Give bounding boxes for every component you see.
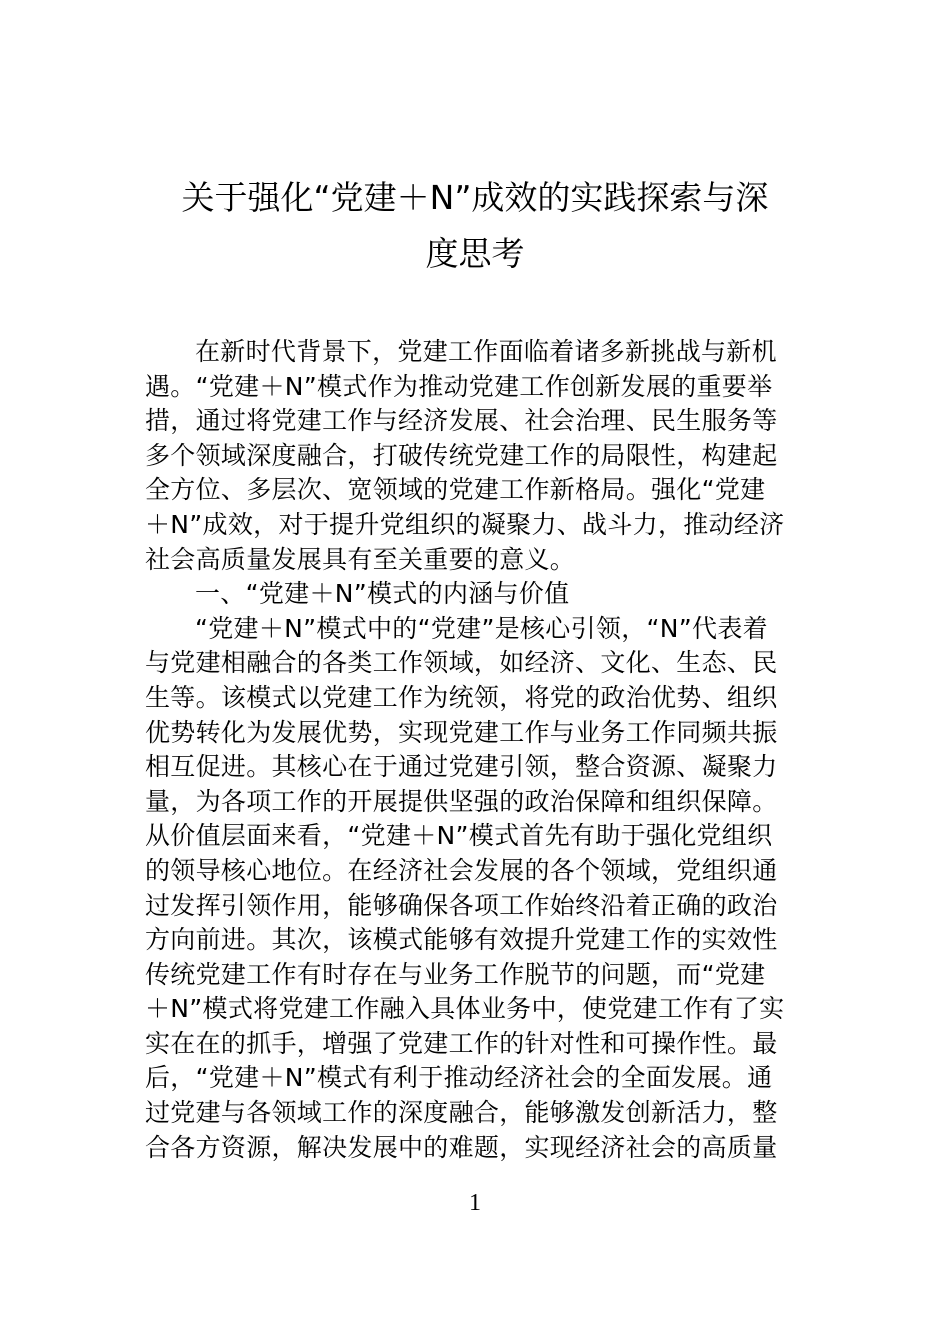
section-heading: 一、“党建＋N”模式的内涵与价值 bbox=[195, 579, 570, 609]
paragraph-line: “党建＋N”模式中的“党建”是核心引领，“N”代表着 bbox=[195, 613, 768, 643]
paragraph-line: 方向前进。其次，该模式能够有效提升党建工作的实效性 bbox=[145, 925, 778, 955]
page-number: 1 bbox=[469, 1190, 481, 1216]
paragraph-line: 措，通过将党建工作与经济发展、社会治理、民生服务等 bbox=[145, 406, 778, 436]
title-line-1: 关于强化“党建＋N”成效的实践探索与深 bbox=[181, 178, 769, 217]
paragraph-line: 社会高质量发展具有至关重要的意义。 bbox=[145, 544, 576, 574]
paragraph-line: 与党建相融合的各类工作领域，如经济、文化、生态、民 bbox=[145, 648, 778, 678]
paragraph-line: 多个领域深度融合，打破传统党建工作的局限性，构建起 bbox=[145, 440, 778, 470]
paragraph-line: 实在在的抓手，增强了党建工作的针对性和可操作性。最 bbox=[145, 1028, 778, 1058]
paragraph-line: 过党建与各领域工作的深度融合，能够激发创新活力，整 bbox=[145, 1098, 778, 1128]
paragraph-line: 量，为各项工作的开展提供坚强的政治保障和组织保障。 bbox=[145, 786, 778, 816]
paragraph-line: 从价值层面来看，“党建＋N”模式首先有助于强化党组织 bbox=[145, 821, 773, 851]
paragraph-line: 优势转化为发展优势，实现党建工作与业务工作同频共振 bbox=[145, 717, 778, 747]
paragraph-line: ＋N”模式将党建工作融入具体业务中，使党建工作有了实 bbox=[145, 994, 785, 1024]
paragraph-line: 在新时代背景下，党建工作面临着诸多新挑战与新机 bbox=[195, 337, 777, 366]
paragraph-line: 的领导核心地位。在经济社会发展的各个领域，党组织通 bbox=[145, 855, 778, 885]
title-line-2: 度思考 bbox=[425, 234, 525, 273]
paragraph-line: 遇。“党建＋N”模式作为推动党建工作创新发展的重要举 bbox=[145, 371, 773, 401]
paragraph-line: ＋N”成效，对于提升党组织的凝聚力、战斗力，推动经济 bbox=[145, 509, 785, 539]
body-text bbox=[145, 335, 810, 1165]
paragraph-line: 全方位、多层次、宽领域的党建工作新格局。强化“党建 bbox=[145, 475, 766, 505]
paragraph-line: 过发挥引领作用，能够确保各项工作始终沿着正确的政治 bbox=[145, 890, 778, 920]
paragraph-line: 合各方资源，解决发展中的难题，实现经济社会的高质量 bbox=[145, 1132, 778, 1162]
document-title bbox=[145, 170, 805, 282]
paragraph-line: 后，“党建＋N”模式有利于推动经济社会的全面发展。通 bbox=[145, 1063, 773, 1093]
paragraph-line: 传统党建工作有时存在与业务工作脱节的问题，而“党建 bbox=[145, 959, 766, 989]
paragraph-line: 生等。该模式以党建工作为统领，将党的政治优势、组织 bbox=[145, 682, 778, 712]
paragraph-line: 相互促进。其核心在于通过党建引领，整合资源、凝聚力 bbox=[145, 752, 778, 782]
